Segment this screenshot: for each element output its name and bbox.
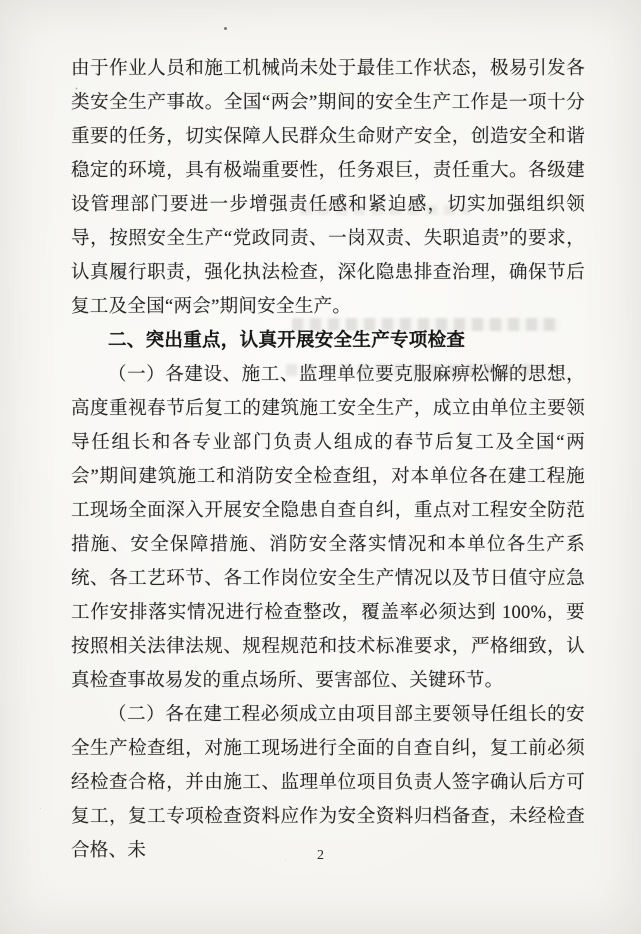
section-heading-2: 二、突出重点，认真开展安全生产专项检查 <box>108 331 466 351</box>
scan-speck-artifact <box>224 27 227 30</box>
document-body <box>71 52 585 868</box>
paragraph-item-1: （一）各建设、施工、监理单位要克服麻痹松懈的思想，高度重视春节后复工的建筑施工安全生产，成立由单位主要领导任组长和各专业部门负责人组成的春节后复工及全国“两会”期间建筑施工和消防安全检查组，对本单位各在建工程施工现场全面深入开展安全隐患自查自纠，重点对工程安全防范措施、安全保障措施、消防安全落实情况和本单位各生产系统、各工艺环节、各工作岗位安全生产情况以及节日值守应急工作安排落实情况进行检查整改，覆盖率必须达到 100%，要按照相关法律法规、规程规范和技术标准要求，严格细致，认真检查事故易发的重点场所、要害部位、关键环节。 <box>71 365 585 691</box>
page-number: 2 <box>317 848 324 863</box>
paragraph-item-2: （二）各在建工程必须成立由项目部主要领导任组长的安全生产检查组，对施工现场进行全面的自查自纠，复工前必须经检查合格，并由施工、监理单位项目负责人签字确认后方可复工，复工专项检查资料应作为安全资料归档备查，未经检查合格、未 <box>71 705 585 861</box>
paragraph-safety-overview: 由于作业人员和施工机械尚未处于最佳工作状态，极易引发各类安全生产事故。全国“两会”期间的安全生产工作是一项十分重要的任务，切实保障人民群众生命财产安全，创造安全和谐稳定的环境，具有极端重要性，任务艰巨，责任重大。各级建设管理部门要进一步增强责任感和紧迫感，切实加强组织领导，按照安全生产“党政同责、一岗双责、失职追责”的要求，认真履行职责，强化执法检查，深化隐患排查治理，确保节后复工及全国“两会”期间安全生产。 <box>71 59 585 317</box>
